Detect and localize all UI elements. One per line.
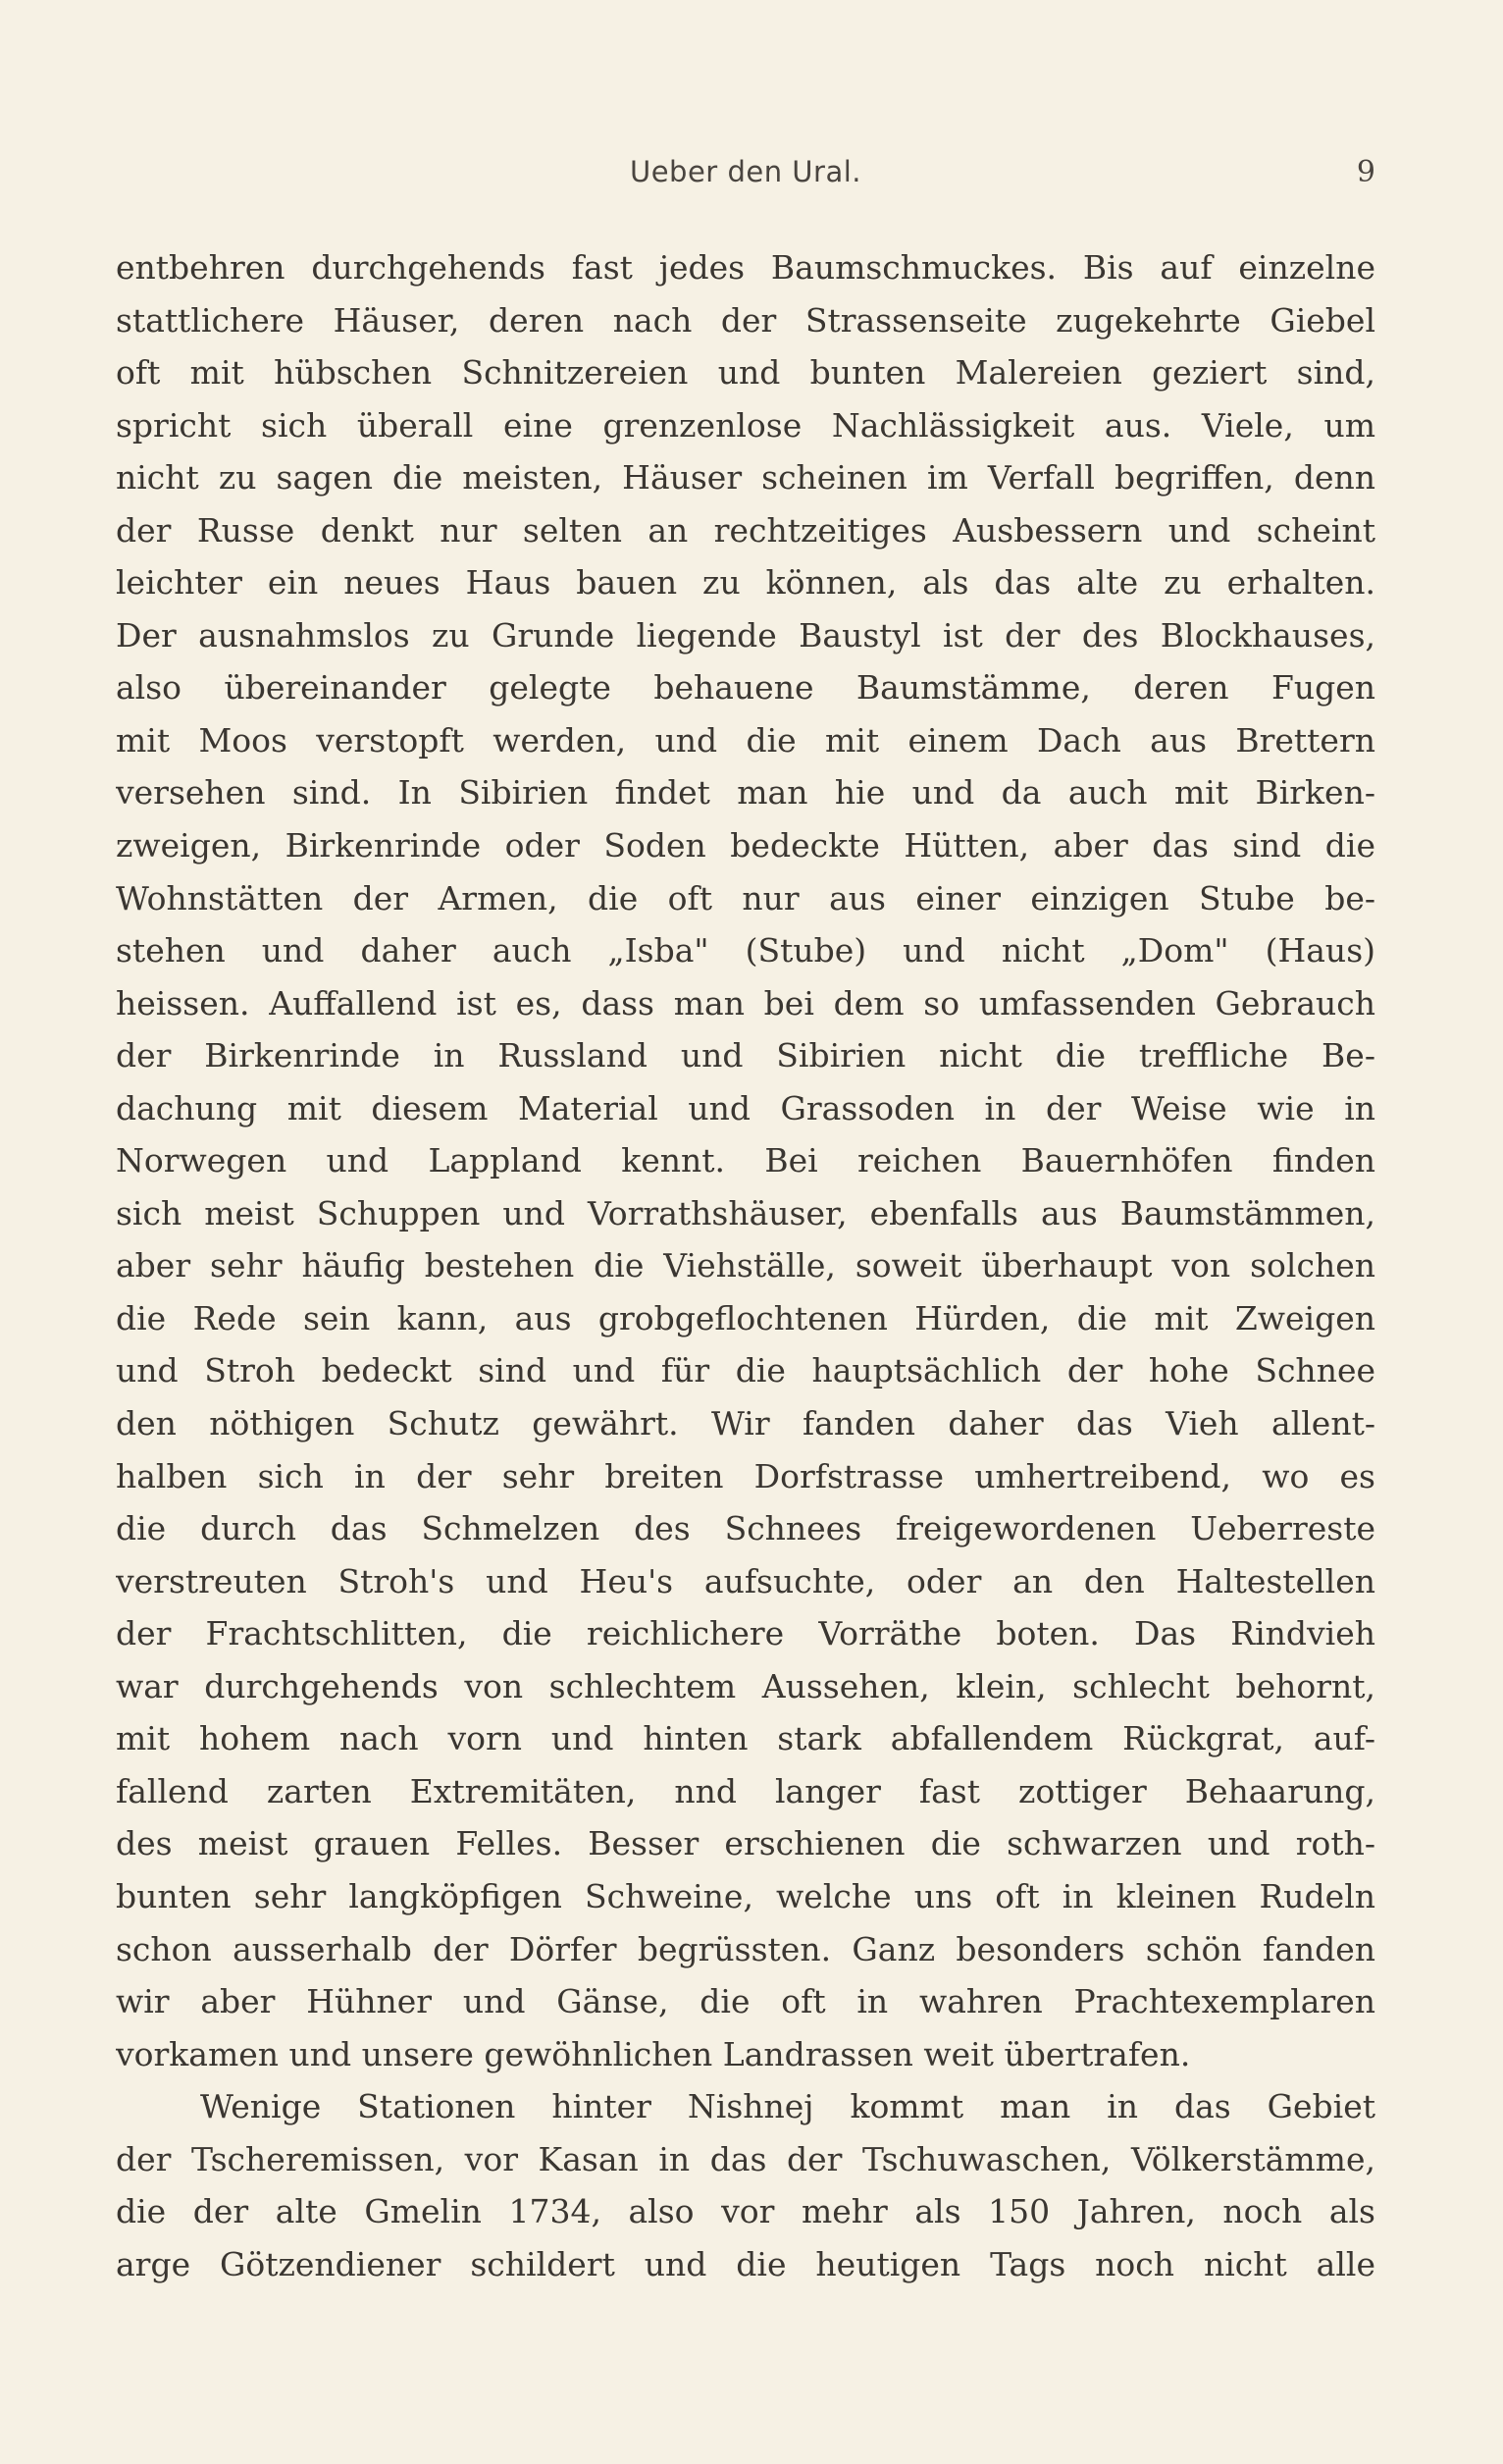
text-line: versehen sind. In Sibirien findet man hie und da auch mit Birken- xyxy=(116,773,1375,813)
paragraph-1 xyxy=(116,241,1375,2080)
text-line: der Birkenrinde in Russland und Sibirien nicht die treffliche Be- xyxy=(116,1036,1375,1075)
text-line: dachung mit diesem Material und Grassoden in der Weise wie in xyxy=(116,1088,1375,1127)
text-line: Der ausnahmslos zu Grunde liegende Baustyl ist der des Blockhauses, xyxy=(116,615,1375,655)
text-line: Norwegen und Lappland kennt. Bei reichen Bauernhöfen finden xyxy=(116,1141,1375,1180)
text-line: die der alte Gmelin 1734, also vor mehr als 150 Jahren, noch als xyxy=(116,2192,1375,2231)
text-line: der Tscheremissen, vor Kasan in das der Tschuwaschen, Völkerstämme, xyxy=(116,2139,1375,2178)
text-line: den nöthigen Schutz gewährt. Wir fanden daher das Vieh allent- xyxy=(116,1404,1375,1443)
text-line: heissen. Auffallend ist es, dass man bei dem so umfassenden Gebrauch xyxy=(116,983,1375,1022)
text-line: schon ausserhalb der Dörfer begrüssten. Ganz besonders schön fanden xyxy=(116,1929,1375,1968)
text-line: wir aber Hühner und Gänse, die oft in wahren Prachtexemplaren xyxy=(116,1982,1375,2021)
text-line: fallend zarten Extremitäten, nnd langer fast zottiger Behaarung, xyxy=(116,1771,1375,1810)
text-line: aber sehr häufig bestehen die Viehställe, soweit überhaupt von solchen xyxy=(116,1246,1375,1285)
text-line: des meist grauen Felles. Besser erschienen die schwarzen und roth- xyxy=(116,1824,1375,1863)
text-line: die durch das Schmelzen des Schnees freigewordenen Ueberreste xyxy=(116,1509,1375,1548)
text-line: der Frachtschlitten, die reichlichere Vorräthe boten. Das Rindvieh xyxy=(116,1614,1375,1653)
text-line: Wenige Stationen hinter Nishnej kommt man in das Gebiet xyxy=(200,2087,1375,2126)
text-line: sich meist Schuppen und Vorrathshäuser, ebenfalls aus Baumstämmen, xyxy=(116,1193,1375,1232)
text-line: halben sich in der sehr breiten Dorfstrasse umhertreibend, wo es xyxy=(116,1456,1375,1495)
text-line: die Rede sein kann, aus grobgeflochtenen Hürden, die mit Zweigen xyxy=(116,1298,1375,1337)
page-number: 9 xyxy=(1356,155,1375,189)
paragraph-2 xyxy=(116,2080,1375,2290)
text-line: stattlichere Häuser, deren nach der Strassenseite zugekehrte Giebel xyxy=(116,300,1375,340)
text-line: nicht zu sagen die meisten, Häuser scheinen im Verfall begriffen, denn xyxy=(116,458,1375,498)
text-line: arge Götzendiener schildert und die heutigen Tags noch nicht alle xyxy=(116,2244,1375,2283)
text-line: und Stroh bedeckt sind und für die hauptsächlich der hohe Schnee xyxy=(116,1351,1375,1390)
text-line: also übereinander gelegte behauene Baumstämme, deren Fugen xyxy=(116,668,1375,708)
text-line: war durchgehends von schlechtem Aussehen, klein, schlecht behornt, xyxy=(116,1666,1375,1705)
body-text xyxy=(116,241,1375,2290)
text-line: leichter ein neues Haus bauen zu können, als das alte zu erhalten. xyxy=(116,563,1375,603)
running-head xyxy=(116,155,1375,194)
text-line: spricht sich überall eine grenzenlose Nachlässigkeit aus. Viele, um xyxy=(116,405,1375,445)
text-line: verstreuten Stroh's und Heu's aufsuchte, oder an den Haltestellen xyxy=(116,1561,1375,1600)
running-title: Ueber den Ural. xyxy=(629,155,861,188)
text-line: mit Moos verstopft werden, und die mit einem Dach aus Brettern xyxy=(116,720,1375,760)
text-line: vorkamen und unsere gewöhnlichen Landrassen weit übertrafen. xyxy=(116,2034,1191,2073)
text-line: entbehren durchgehends fast jedes Baumschmuckes. Bis auf einzelne xyxy=(116,248,1375,287)
text-line: oft mit hübschen Schnitzereien und bunten Malereien geziert sind, xyxy=(116,353,1375,393)
text-line: bunten sehr langköpfigen Schweine, welche uns oft in kleinen Rudeln xyxy=(116,1876,1375,1915)
text-line: zweigen, Birkenrinde oder Soden bedeckte Hütten, aber das sind die xyxy=(116,826,1375,865)
text-line: mit hohem nach vorn und hinten stark abfallendem Rückgrat, auf- xyxy=(116,1719,1375,1758)
text-line: Wohnstätten der Armen, die oft nur aus einer einzigen Stube be- xyxy=(116,878,1375,917)
text-line: stehen und daher auch „Isba" (Stube) und nicht „Dom" (Haus) xyxy=(116,931,1375,970)
text-line: der Russe denkt nur selten an rechtzeitiges Ausbessern und scheint xyxy=(116,510,1375,550)
